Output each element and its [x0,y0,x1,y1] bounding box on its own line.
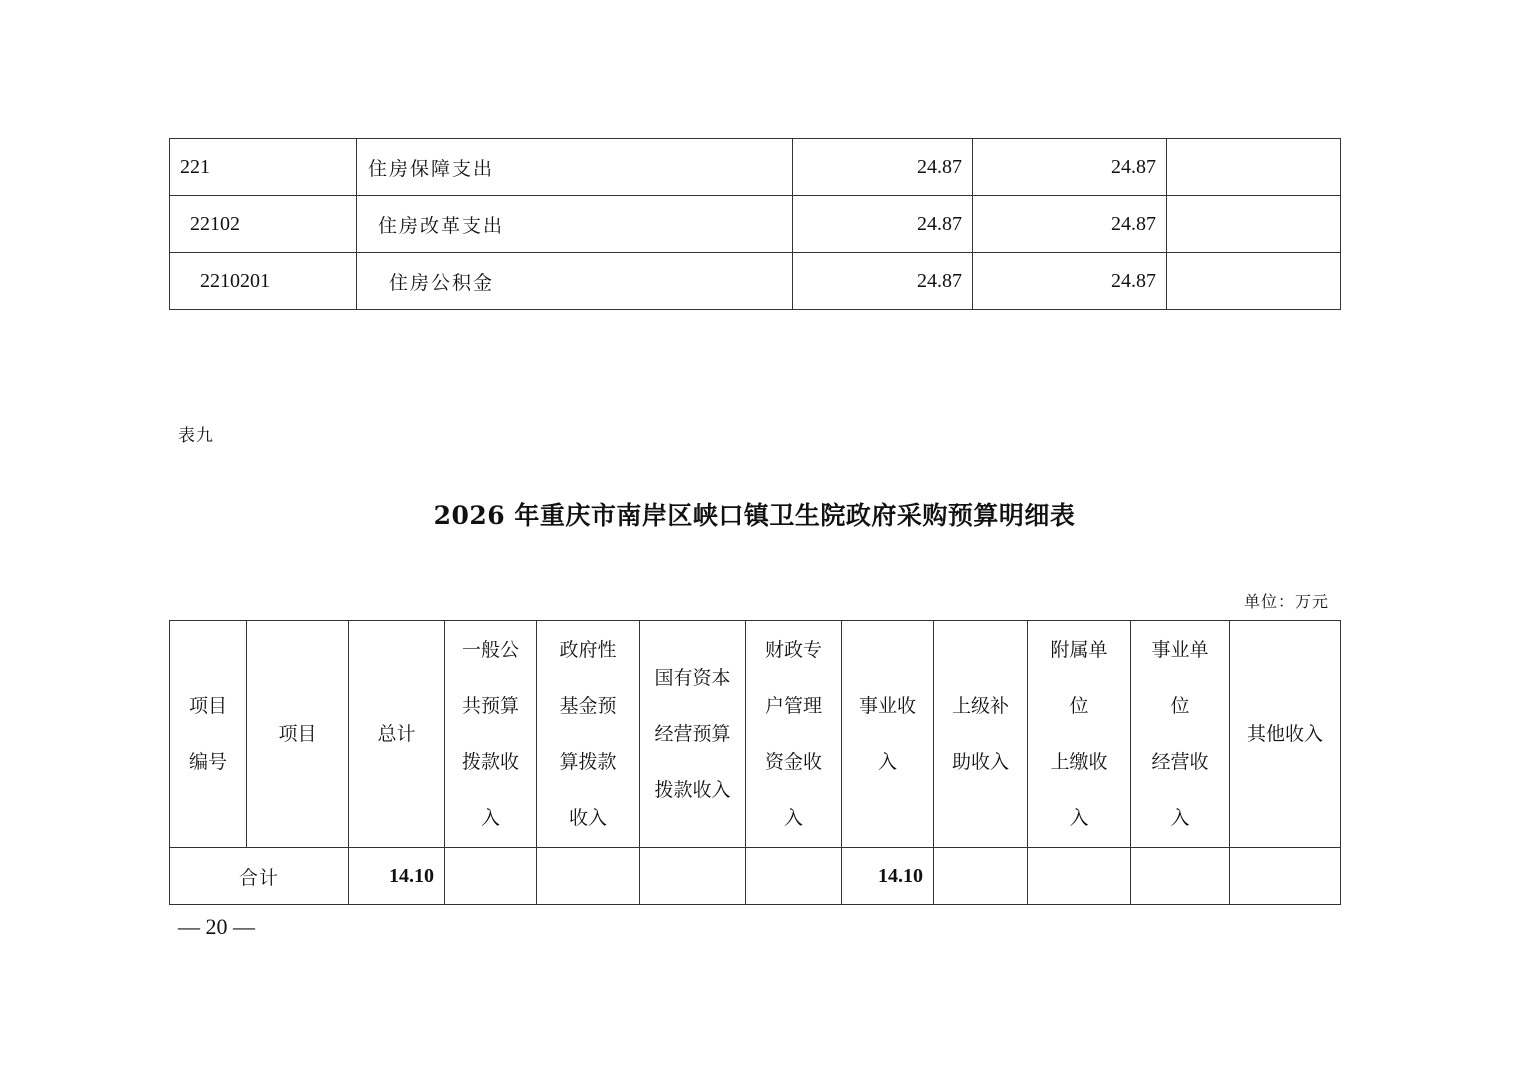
header-line: 附属单 [1050,639,1108,661]
header-line: 资金收 [764,751,822,773]
header-line: 助收入 [951,751,1009,773]
header-other-income: 其他收入 [1230,621,1341,848]
row-total: 24.87 [793,253,973,310]
header-line: 上级补 [951,695,1009,717]
total-other [1230,848,1341,905]
total-label: 合计 [170,848,349,905]
header-operating [1131,621,1230,848]
header-row [170,621,1341,848]
page-title: 2026 年重庆市南岸区峡口镇卫生院政府采购预算明细表 [433,501,1076,530]
header-line: 入 [877,751,897,773]
header-line: 户管理 [764,695,822,717]
total-affiliated [1028,848,1131,905]
table-tag: 表九 [178,426,214,446]
header-business-income [842,621,934,848]
header-item: 项目 [247,621,349,848]
header-line: 上缴收 [1050,751,1108,773]
header-line: 政府性 [559,639,617,661]
header-line: 经营预算 [654,723,731,745]
header-line: 国有资本 [654,667,731,689]
header-subsidy [934,621,1028,848]
table-row [170,196,1341,253]
row-code: 221 [170,139,357,196]
header-line: 入 [1069,807,1089,829]
total-general [445,848,537,905]
header-state-capital [640,621,746,848]
row-total: 24.87 [793,196,973,253]
total-operating [1131,848,1230,905]
row-project [1167,253,1341,310]
row-basic: 24.87 [973,196,1167,253]
header-code [170,621,247,848]
expense-table [169,138,1341,310]
row-project [1167,139,1341,196]
total-total: 14.10 [349,848,445,905]
row-total: 24.87 [793,139,973,196]
total-row [170,848,1341,905]
header-line: 入 [1170,807,1190,829]
total-state-capital [640,848,746,905]
header-line: 算拨款 [559,751,617,773]
header-line: 基金预 [559,695,617,717]
header-line: 拨款收入 [654,779,731,801]
row-code: 2210201 [170,253,357,310]
row-name: 住房保障支出 [357,139,793,196]
header-line: 事业收 [858,695,916,717]
total-business: 14.10 [842,848,934,905]
header-line: 经营收 [1151,751,1209,773]
header-affiliated [1028,621,1131,848]
header-line: 财政专 [764,639,822,661]
page-number: — 20 — [178,914,255,939]
header-line: 拨款收 [461,751,519,773]
header-line: 入 [783,807,803,829]
unit-label: 单位：万元 [1243,592,1329,611]
header-line: 事业单 [1151,639,1209,661]
total-subsidy [934,848,1028,905]
row-project [1167,196,1341,253]
table-row [170,253,1341,310]
header-line: 位 [1069,695,1089,717]
header-general-budget [445,621,537,848]
header-line: 入 [480,807,500,829]
header-fiscal-special [746,621,842,848]
header-code-line: 编号 [188,751,227,773]
row-basic: 24.87 [973,139,1167,196]
header-line: 共预算 [461,695,519,717]
header-line: 位 [1170,695,1190,717]
header-line: 收入 [568,807,607,829]
table-row [170,139,1341,196]
header-gov-fund [537,621,640,848]
row-code: 22102 [170,196,357,253]
total-fund [537,848,640,905]
header-code-line: 项目 [188,695,227,717]
header-line: 一般公 [461,639,519,661]
row-name: 住房改革支出 [357,196,793,253]
row-name: 住房公积金 [357,253,793,310]
row-basic: 24.87 [973,253,1167,310]
total-fiscal-special [746,848,842,905]
procurement-table [169,620,1341,905]
header-total: 总计 [349,621,445,848]
